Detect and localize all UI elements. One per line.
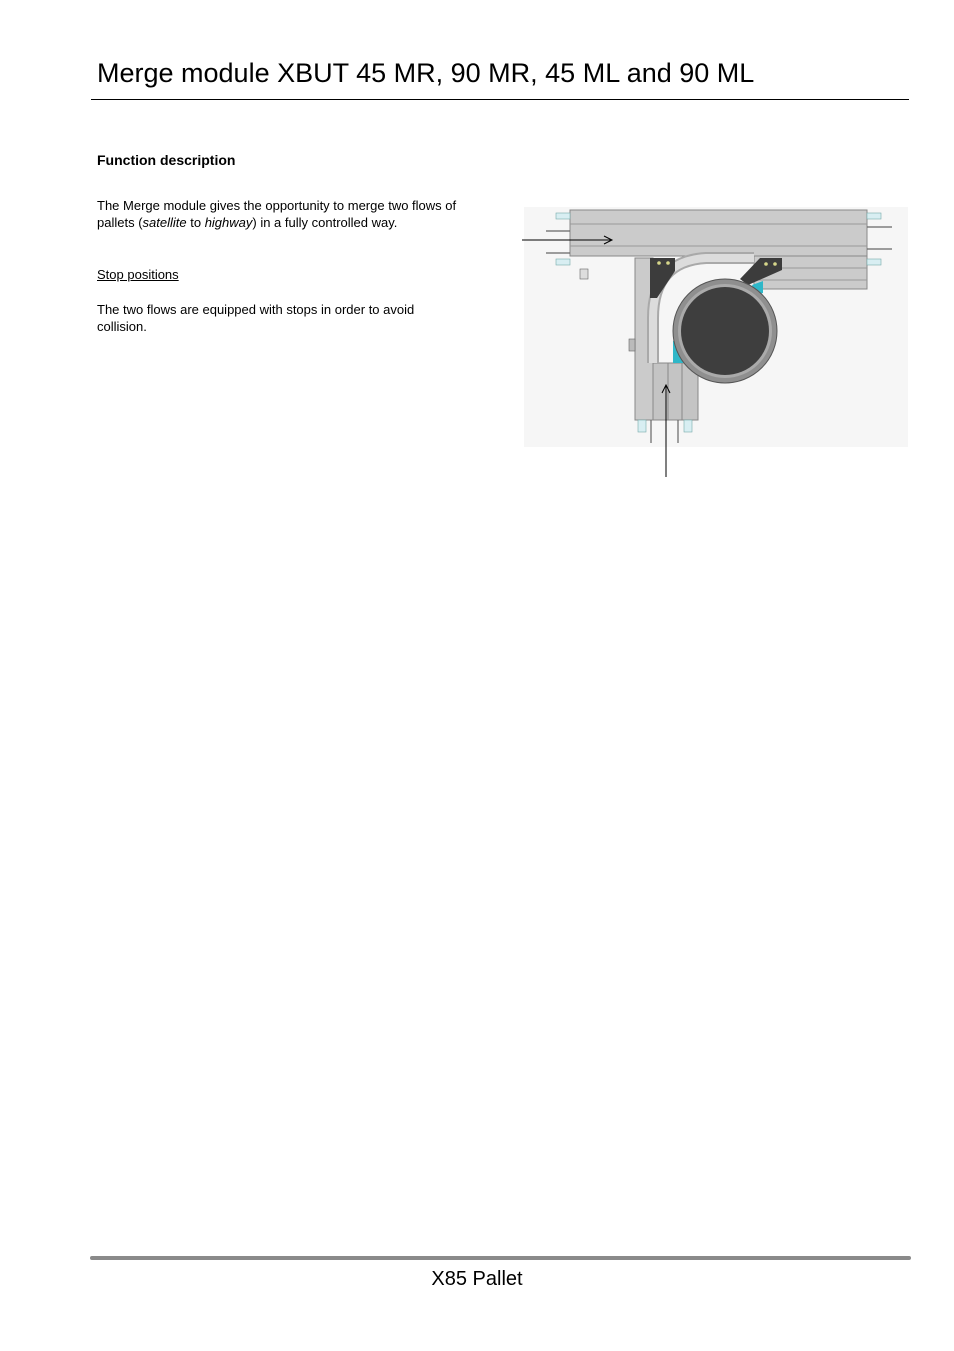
intro-text-3: ) in a fully controlled way. (252, 215, 398, 230)
satellite-term: satellite (142, 215, 187, 230)
intro-text-2: to (186, 215, 205, 230)
fixture-bottom-right (684, 420, 692, 432)
highway-term: highway (204, 215, 253, 230)
highway-conveyor (570, 210, 867, 256)
footer-text: X85 Pallet (431, 1268, 523, 1290)
stop-positions-label: Stop positions (97, 267, 179, 282)
satellite-conveyor-entry (653, 363, 698, 420)
intro-text-1: The Merge module gives the opportunity to merge two flows of pallets ( (97, 198, 457, 230)
title-divider (91, 99, 909, 100)
page-title: Merge module XBUT 45 MR, 90 MR, 45 ML and 90 ML (97, 58, 755, 88)
fixture-left-bottom (556, 259, 570, 265)
fixture-right-top (867, 213, 881, 219)
fixture-bottom-left (638, 420, 646, 432)
drum-inner (681, 287, 769, 375)
stop-positions-paragraph: The two flows are equipped with stops in order to avoid collision. (97, 302, 415, 334)
fixture-left-top (556, 213, 570, 219)
fixture-right-bottom (867, 259, 881, 265)
merge-module-diagram (520, 203, 912, 481)
intro-paragraph (97, 197, 467, 231)
section-heading: Function description (97, 152, 236, 168)
footer-divider (90, 1256, 911, 1260)
